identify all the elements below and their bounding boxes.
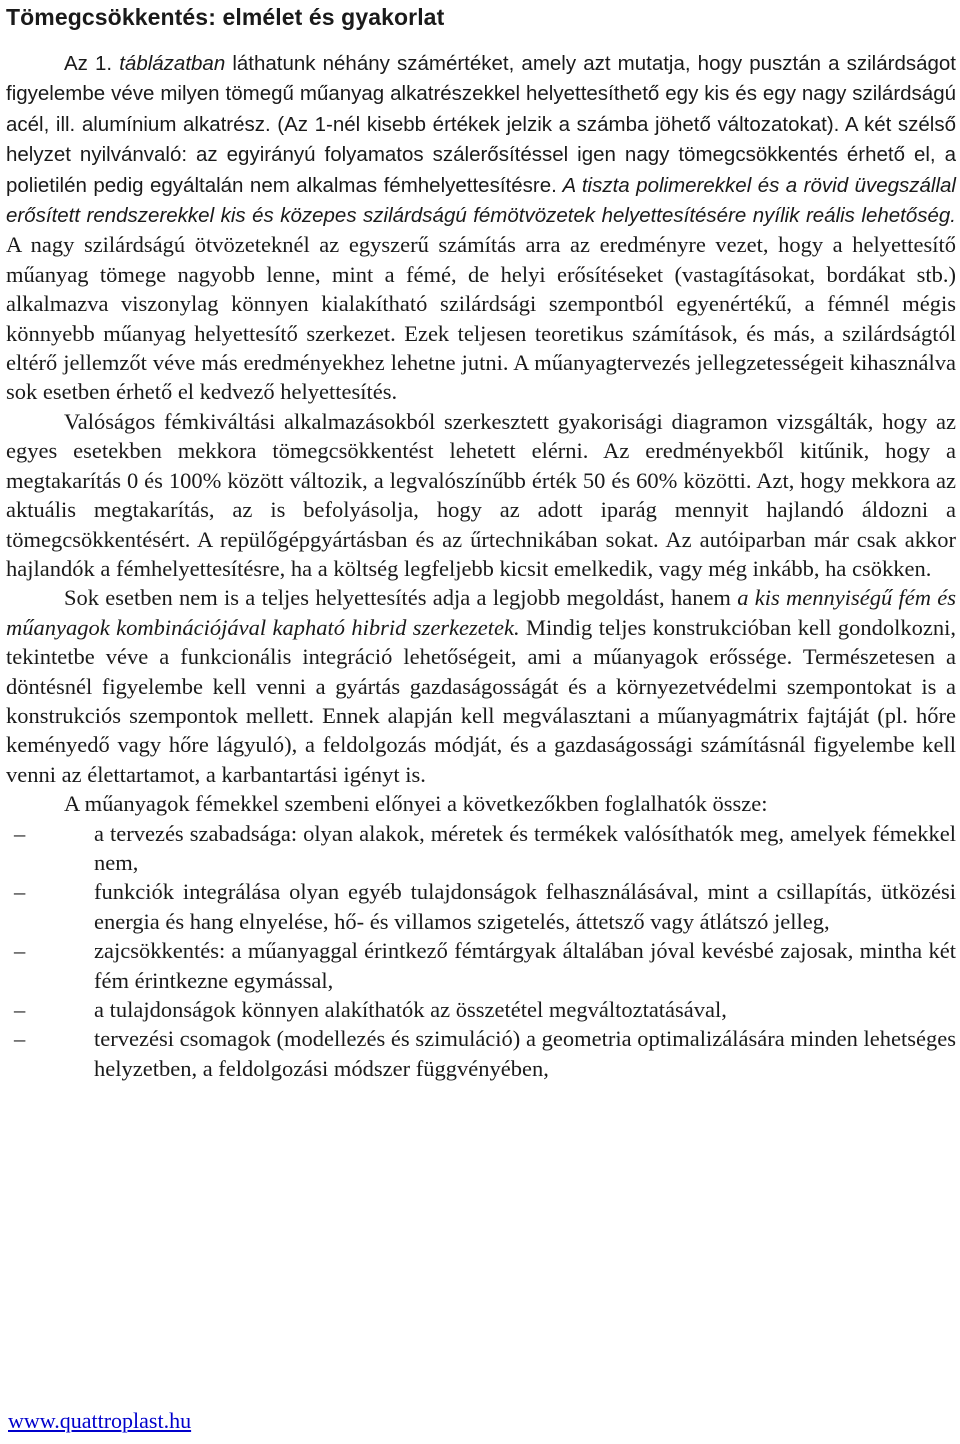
list-item (6, 819, 956, 878)
paragraph-1-text: láthatunk néhány számértéket, amely azt mutatja, hogy pusztán a szilárdságot figyelembe véve milyen tömegű műanyag alkatrészekkel helyettesíthető (6, 52, 956, 106)
list-item (6, 936, 956, 995)
dash-marker: – (14, 820, 26, 846)
document-page (6, 0, 956, 1083)
paragraph-3-emphasis: a kis mennyiségű fém és műanyagok kombinációjával kapható hibrid szerkezetek. (6, 585, 956, 640)
paragraph-1-emphasis: A tiszta polimerekkel és a rövid üvegszállal erősített rendszerekkel kis és közepes szilárdságú fémötvözetek helyettesítésére nyílik reális lehetőség. (6, 173, 956, 228)
list-item (6, 877, 956, 936)
page-title: Tömegcsökkentés: elmélet és gyakorlat (6, 4, 445, 30)
dash-marker: – (14, 879, 26, 905)
paragraph-1 (6, 48, 956, 407)
paragraph-1-extremes: A két szélső helyzet nyilvánvaló: az egyirányú folyamatos szálerősítéssel igen nagy tömegcsökkentés érhető el, a polietilén pedig egyáltalán nem alkalmas fémhelyettesítésre. (6, 112, 956, 197)
list-item-text: a tulajdonságok könnyen alakíthatók az összetétel megváltoztatásával, (94, 997, 727, 1022)
list-item-text: funkciók integrálása olyan egyéb tulajdonságok felhasználásával, mint a csillapítás, ütközési energia és hang elnyelése, hő- és villamos szigetelés, áttetsző vagy átlátszó jelleg, (94, 879, 956, 934)
paragraph-3-lead: Sok esetben nem is a teljes helyettesítés adja a legjobb megoldást, hanem (64, 585, 738, 611)
list-item-text: a tervezés szabadsága: olyan alakok, méretek és termékek valósíthatók meg, amelyek fémekkel nem, (94, 820, 956, 875)
paragraph-2: Valóságos fémkiváltási alkalmazásokból szerkesztett gyakorisági diagramon vizsgálták, hogy az egyes esetekben mekkora tömegcsökkentést lehetett elérni. Az eredményekből kitűnik, hogy a megtakarítás 0 és 100% között változik, a legvalószínűbb érték 50 és 60% közötti. Azt, hogy mekkora az aktuális megtakarítás, az is befolyásolja, hogy az adott iparág mennyit hajlandó áldozni a tömegcsökkentésért. A repülőgépgyártásban és az űrtechnikában sokat. Az autóiparban már csak akkor hajlandók a fémhelyettesítésre, ha a költség legfeljebb kicsit emelkedik, vagy még inkább, ha csökken. (6, 408, 956, 581)
advantages-list (6, 819, 956, 1084)
paragraph-1-note: egy kis és egy nagy szilárdságú acél, ill. alumínium alkatrész. (Az 1-nél kisebb értékek jelzik a számba jöhető változatokat). (6, 82, 956, 136)
paragraph-3-rest: Mindig teljes konstrukcióban kell gondolkozni, tekintetbe véve a funkcionális integráció lehetőségeit, ami a műanyagok erőssége. Természetesen a döntésnél figyelembe kell venni a gyártás gazdaságosságát és a környezetvédelmi szempontokat is a konstrukciós szempontok mellett. Ennek alapján kell megválasztani a műanyagmátrix fajtáját (pl. hőre keményedő vagy hőre lágyuló), a feldolgozás módját, és a gazdaságossági számításnál figyelembe kell venni az élettartamot, a karbantartási igényt is. (6, 614, 956, 787)
footer-website-link[interactable]: www.quattroplast.hu (8, 1408, 192, 1433)
paragraph-3 (6, 583, 956, 789)
paragraph-1-lead: Az 1. (64, 52, 120, 75)
list-item-text: tervezési csomagok (modellezés és szimuláció) a geometria optimalizálására minden lehetséges helyzetben, a feldolgozási módszer függvényében, (94, 1026, 956, 1081)
dash-marker: – (14, 1026, 26, 1052)
list-item (6, 995, 956, 1024)
dash-marker: – (14, 997, 26, 1022)
dash-marker: – (14, 938, 26, 964)
paragraph-4: A műanyagok fémekkel szembeni előnyei a következőkben foglalhatók össze: (64, 791, 768, 817)
list-item (6, 1024, 956, 1083)
list-item-text: zajcsökkentés: a műanyaggal érintkező fémtárgyak általában jóval kevésbé zajosak, mintha két fém érintkezne egymással, (94, 938, 956, 993)
paragraph-1-rest: A nagy szilárdságú ötvözeteknél az egyszerű számítás arra az eredményre vezet, hogy a helyettesítő műanyag tömege nagyobb lenne, mint a fémé, de helyi erősítéseket (vastagításokat, bordákat stb.) alkalmazva viszonylag könnyen kialakítható szilárdsági szempontból egyenértékű, a fémnél mégis könnyebb műanyag helyettesítő szerkezet. Ezek teljesen teoretikus számítások, és más, a szilárdságtól eltérő jellemzőt véve más eredményekhez lehetne jutni. A műanyagtervezés jellegzetességeit kihasználva sok esetben érhető el kedvező helyettesítés. (6, 232, 956, 405)
table-reference: táblázatban (119, 52, 226, 75)
